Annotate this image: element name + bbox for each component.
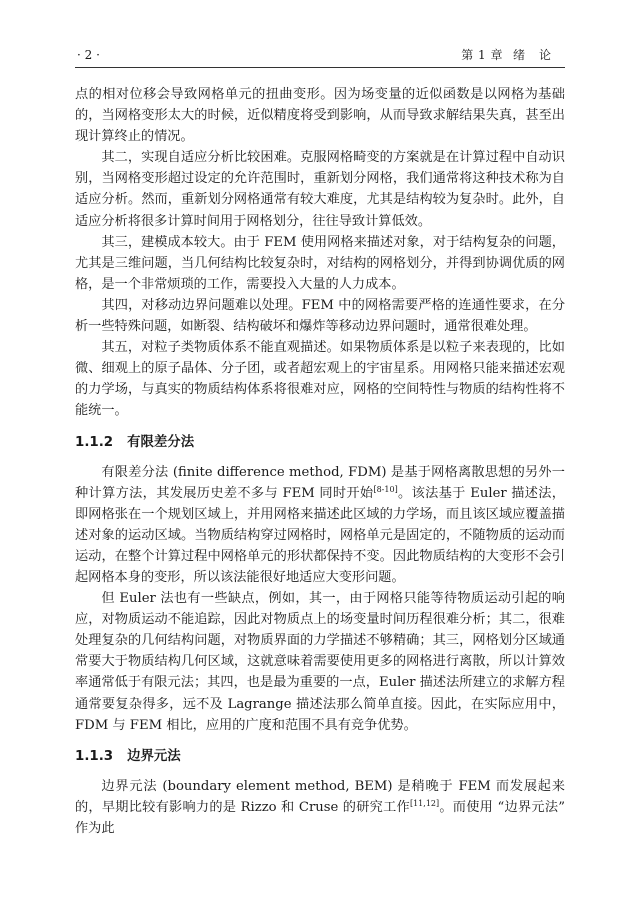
section-heading-fdm [75,433,565,453]
header-rule [75,67,565,68]
citation: [8-10] [373,484,398,494]
chapter-heading [461,44,565,66]
paragraph: 其三，建模成本较大。由于 FEM 使用网格来描述对象，对于结构复杂的问题，尤其是三维问题，当几何结构比较复杂时，对结构的网格划分，并得到协调优质的网格，是一个非常烦琐的工作，需要投入大量的人力成本。 [75,234,565,292]
paragraph: 其五，对粒子类物质体系不能直观描述。如果物质体系是以粒子来表现的，比如微、细观上的原子晶体、分子团，或者超宏观上的宇宙星系。用网格只能来描述宏观的力学场，与真实的物质结构体系将很难对应，网格的空间特性与物质的结构性将不能统一。 [75,340,565,419]
chapter-title: 绪论 [512,48,565,62]
section-title: 边界元法 [127,748,181,764]
chapter-number: 第 1 章 [461,48,503,62]
citation: [11,12] [409,798,440,808]
section-heading-bem [75,747,565,767]
paragraph [75,462,565,589]
paragraph: 点的相对位移会导致网格单元的扭曲变形。因为场变量的近似函数是以网格为基础的，当网格变形太大的时候，近似精度将受到影响，从而导致求解结果失真，甚至出现计算终止的情况。 [75,87,565,145]
paragraph: 其二，实现自适应分析比较困难。克服网格畸变的方案就是在计算过程中自动识别，当网格变形超过设定的允许范围时，重新划分网格，我们通常将这种技术称为自适应分析。然而，重新划分网格通常有较大难度，尤其是结构较为复杂时。此外，自适应分析将很多计算时间用于网格划分，往往导致计算低效。 [75,150,565,229]
section-number: 1.1.3 [75,748,114,764]
section-title: 有限差分法 [127,434,195,450]
paragraph-text: 。该法基于 Euler 描述法，即网格张在一个规划区域上，并用网格来描述此区域的力学场，而且该区域应覆盖描述对象的运动区域。当物质结构穿过网格时，网格单元是固定的，不随物质的运动而运动，在整个计算过程中网格单元的形状都保持不变。因此物质结构的大变形不会引起网格本身的变形，所以该法能很好地适应大变形问题。 [75,485,565,585]
section-number: 1.1.2 [75,434,114,450]
paragraph-text: 。而使用 “边界元法” 作为此 [75,799,565,836]
paragraph [75,776,565,839]
paragraph-text: 边界元法 (boundary element method, BEM) 是稍晚于 FEM 而发展起来的，早期比较有影响力的是 Rizzo 和 Cruse 的研究工作 [75,778,565,815]
paragraph-text: 有限差分法 (finite difference method, FDM) 是基于网格离散思想的另外一种计算方法，其发展历史差不多与 FEM 同时开始 [75,464,565,501]
paragraph: 其四，对移动边界问题难以处理。FEM 中的网格需要严格的连通性要求，在分析一些特殊问题，如断裂、结构破坏和爆炸等移动边界问题时，通常很难处理。 [75,297,565,335]
body-text [75,84,565,839]
running-header [75,44,565,66]
page-number: · 2 · [77,48,100,62]
paragraph: 但 Euler 法也有一些缺点，例如，其一，由于网格只能等待物质运动引起的响应，对物质运动不能追踪，因此对物质点上的场变量时间历程很难分析；其二，很难处理复杂的几何结构问题，对物质界面的力学描述不够精确；其三，网格划分区域通常要大于物质结构几何区域，这就意味着需要使用更多的网格进行离散，所以计算效率通常低于有限元法；其四，也是最为重要的一点，Euler 描述法所建立的求解方程通常要复杂得多，远不及 Lagrange 描述法那么简单直接。因此，在实际应用中，FDM 与 FEM 相比，应用的广度和范围不具有竞争优势。 [75,591,565,733]
